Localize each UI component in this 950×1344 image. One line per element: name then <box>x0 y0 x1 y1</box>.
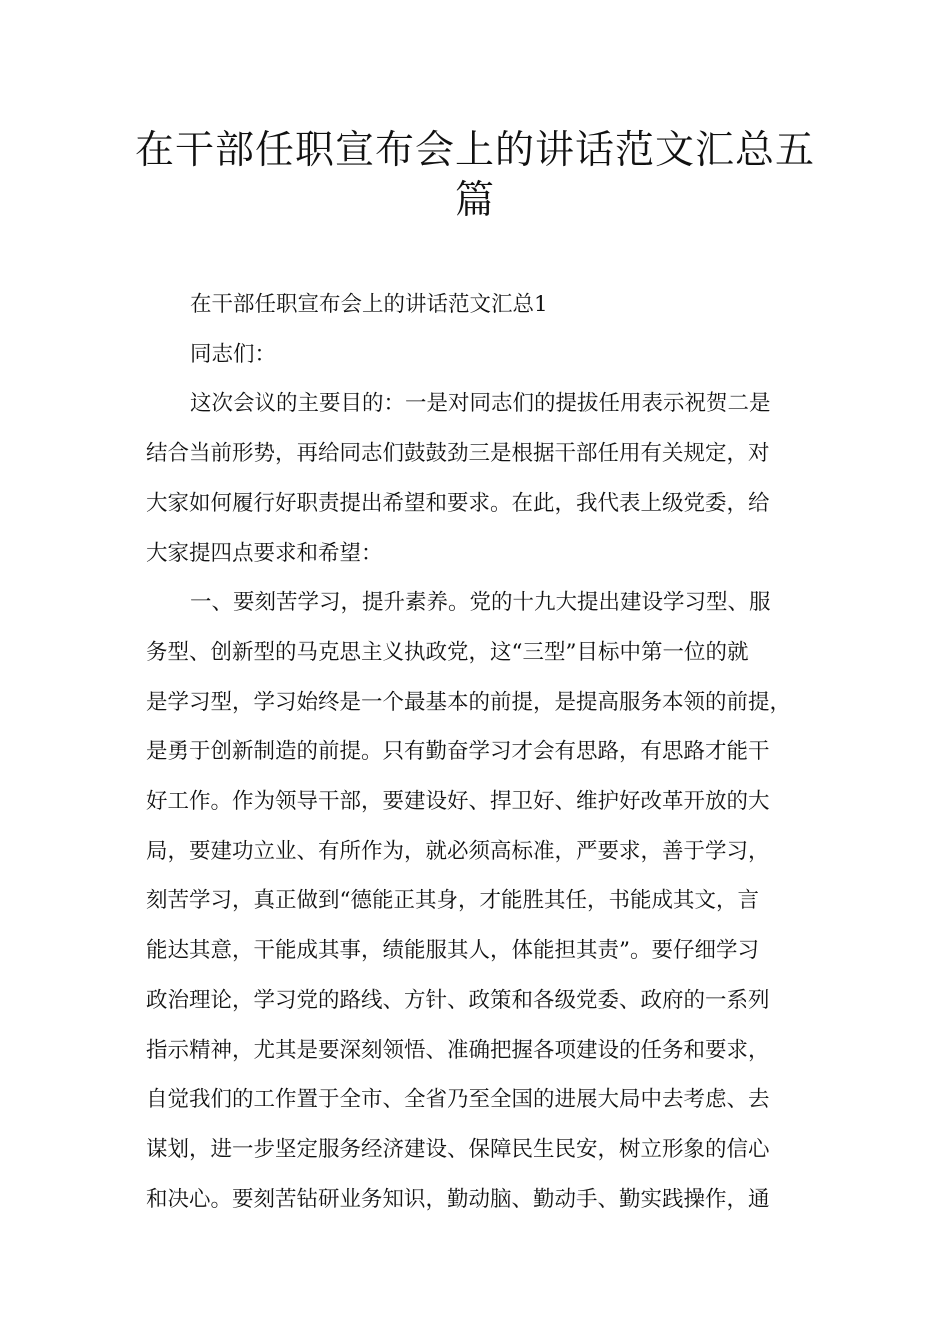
text-line: 能达其意，干能成其事，绩能服其人，体能担其责”。要仔细学习 <box>146 938 759 964</box>
text-line: 和决心。要刻苦钻研业务知识，勤动脑、勤动手、勤实践操作，通 <box>146 1186 770 1212</box>
document-title <box>120 126 830 226</box>
text-line: 自觉我们的工作置于全市、全省乃至全国的进展大局中去考虑、去 <box>146 1087 770 1113</box>
text-line: 这次会议的主要目的：一是对同志们的提拔任用表示祝贺二是 <box>190 391 771 417</box>
text-line: 是学习型，学习始终是一个最基本的前提，是提高服务本领的前提， <box>146 689 792 715</box>
text-line: 在干部任职宣布会上的讲话范文汇总1 <box>190 292 548 317</box>
section-heading <box>146 280 838 330</box>
text-line: 一、要刻苦学习，提升素养。党的十九大提出建设学习型、服 <box>190 590 771 616</box>
text-line: 同志们： <box>190 341 277 367</box>
title-line-1: 在干部任职宣布会上的讲话范文汇总五 <box>134 128 815 173</box>
paragraph-point-one <box>146 578 838 1224</box>
text-line: 务型、创新型的马克思主义执政党，这“三型”目标中第一位的就 <box>146 639 749 665</box>
text-line: 政治理论，学习党的路线、方针、政策和各级党委、政府的一系列 <box>146 987 770 1013</box>
salutation <box>146 330 838 380</box>
paragraph-intro <box>146 379 838 578</box>
text-line: 局，要建功立业、有所作为，就必须高标准，严要求，善于学习， <box>146 838 770 864</box>
text-line: 刻苦学习，真正做到“德能正其身，才能胜其任，书能成其文，言 <box>146 888 759 914</box>
text-line: 大家如何履行好职责提出希望和要求。在此，我代表上级党委，给 <box>146 490 770 516</box>
text-line: 谋划，进一步坚定服务经济建设、保障民生民安，树立形象的信心 <box>146 1136 770 1162</box>
document-body <box>146 280 838 1224</box>
text-line: 指示精神，尤其是要深刻领悟、准确把握各项建设的任务和要求， <box>146 1037 770 1063</box>
text-line: 大家提四点要求和希望： <box>146 540 383 566</box>
text-line: 好工作。作为领导干部，要建设好、捍卫好、维护好改革开放的大 <box>146 789 770 815</box>
text-line: 是勇于创新制造的前提。只有勤奋学习才会有思路，有思路才能干 <box>146 739 770 765</box>
title-line-2: 篇 <box>454 178 495 223</box>
text-line: 结合当前形势，再给同志们鼓鼓劲三是根据干部任用有关规定，对 <box>146 441 770 467</box>
